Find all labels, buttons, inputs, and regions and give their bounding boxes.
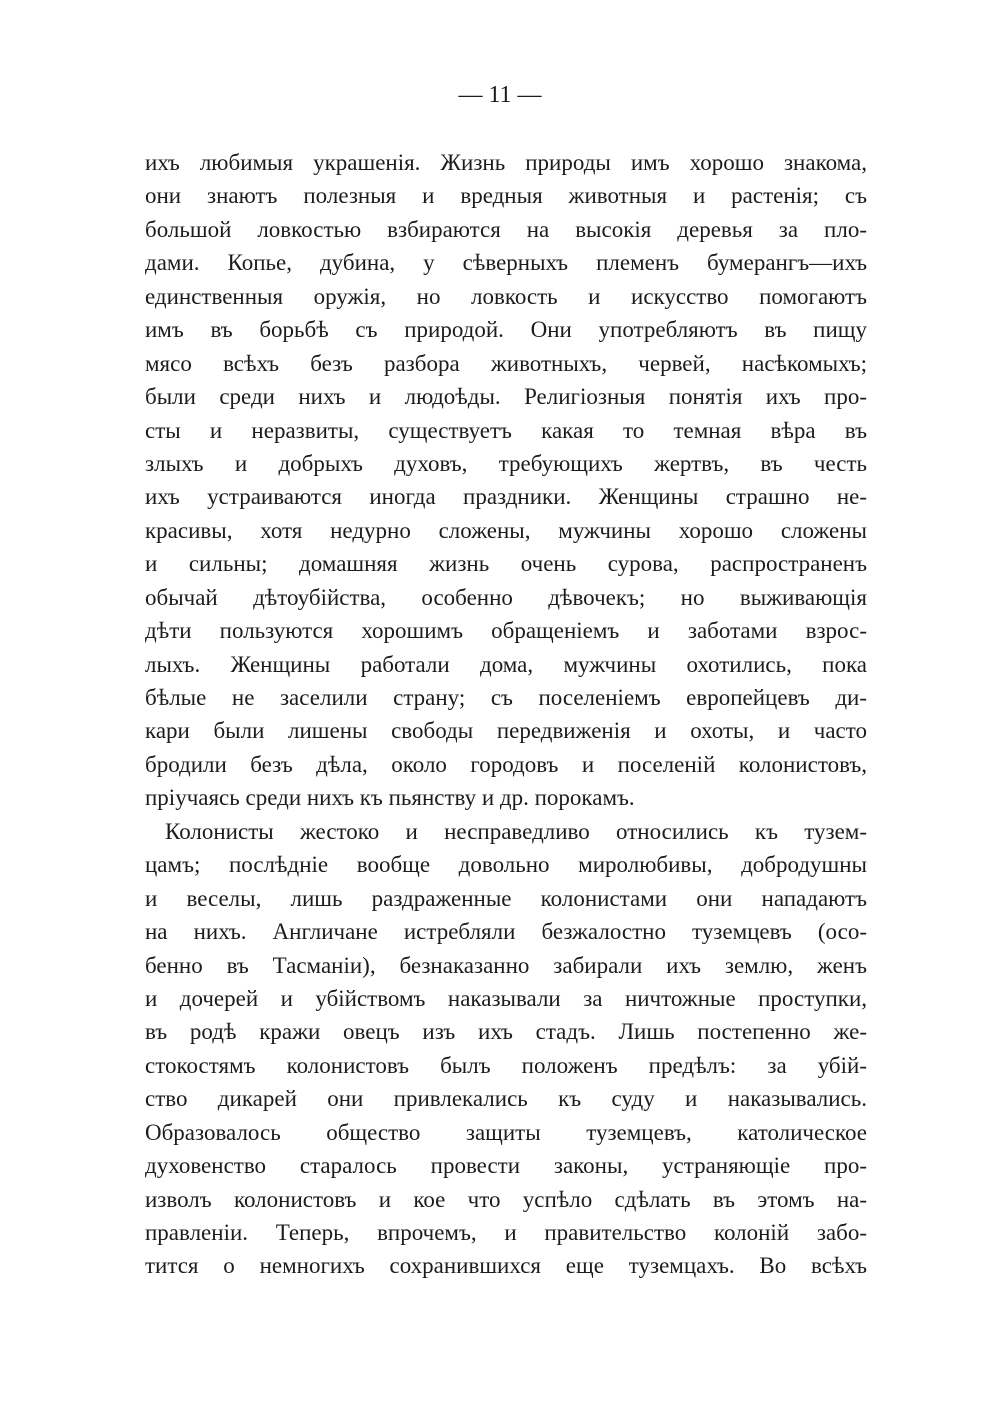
text-line: въ родѣ кражи овецъ изъ ихъ стадъ. Лишь постепенно же- <box>145 1019 867 1045</box>
text-line: Колонисты жестоко и несправедливо относились къ тузем- <box>165 818 867 844</box>
text-line: бѣлые не заселили страну; съ поселеніемъ европейцевъ ди- <box>145 685 867 710</box>
text-line: дами. Копье, дубина, у сѣверныхъ племенъ бумерангъ—ихъ <box>145 250 867 276</box>
text-line: имъ въ борьбѣ съ природой. Они употребляютъ въ пищу <box>145 317 867 343</box>
text-line: ство дикарей они привлекались къ суду и наказывались. <box>145 1086 867 1112</box>
text-line: сты и неразвиты, существуетъ какая то темная вѣра въ <box>145 417 867 443</box>
text-line: лыхъ. Женщины работали дома, мужчины охотились, пока <box>145 651 867 677</box>
text-line: они знаютъ полезныя и вредныя животныя и растенія; съ <box>145 183 867 209</box>
text-line: на нихъ. Англичане истребляли безжалостно туземцевъ (осо- <box>145 919 867 945</box>
text-line: единственныя оружія, но ловкость и искусство помогаютъ <box>145 283 867 309</box>
text-line: изволъ колонистовъ и кое что успѣло сдѣлать въ этомъ на- <box>145 1186 867 1212</box>
page-number: — 11 — <box>458 82 542 108</box>
text-line: и веселы, лишь раздраженные колонистами они нападаютъ <box>145 885 867 911</box>
text-line: духовенство старалось провести законы, устраняющіе про- <box>145 1153 867 1179</box>
text-line: Образовалось общество защиты туземцевъ, католическое <box>145 1119 867 1145</box>
text-line: ихъ любимыя украшенія. Жизнь природы имъ хорошо знакома, <box>145 150 867 175</box>
text-line: мясо всѣхъ безъ разбора животныхъ, червей, насѣкомыхъ; <box>145 350 867 376</box>
text-line: обычай дѣтоубійства, особенно дѣвочекъ; но выживающія <box>145 584 867 610</box>
text-line: и дочерей и убійствомъ наказывали за ничтожные проступки, <box>145 985 867 1011</box>
text-line: пріучаясь среди нихъ къ пьянству и др. порокамъ. <box>145 785 635 811</box>
body-text <box>145 146 867 1283</box>
text-line: кари были лишены свободы передвиженія и охоты, и часто <box>145 718 867 744</box>
text-line: бенно въ Тасманіи), безнаказанно забирали ихъ землю, женъ <box>145 952 867 978</box>
text-line: правленіи. Теперь, впрочемъ, и правительство колоній забо- <box>145 1220 867 1245</box>
text-line: дѣти пользуются хорошимъ обращеніемъ и заботами взрос- <box>145 618 867 644</box>
text-line: цамъ; послѣдніе вообще довольно миролюбивы, добродушны <box>145 852 867 878</box>
text-line: стокостямъ колонистовъ былъ положенъ предѣлъ: за убій- <box>145 1052 867 1078</box>
text-line: злыхъ и добрыхъ духовъ, требующихъ жертвъ, въ честь <box>145 450 867 476</box>
text-line: большой ловкостью взбираются на высокія деревья за пло- <box>145 216 867 242</box>
text-line: и сильны; домашняя жизнь очень сурова, распространенъ <box>145 551 867 577</box>
text-line: бродили безъ дѣла, около городовъ и поселеній колонистовъ, <box>145 751 867 777</box>
text-line: красивы, хотя недурно сложены, мужчины хорошо сложены <box>145 517 867 543</box>
text-line: тится о немногихъ сохранившихся еще туземцахъ. Во всѣхъ <box>145 1253 867 1279</box>
text-line: были среди нихъ и людоѣды. Религіозныя понятія ихъ про- <box>145 384 867 410</box>
text-line: ихъ устраиваются иногда праздники. Женщины страшно не- <box>145 484 867 510</box>
